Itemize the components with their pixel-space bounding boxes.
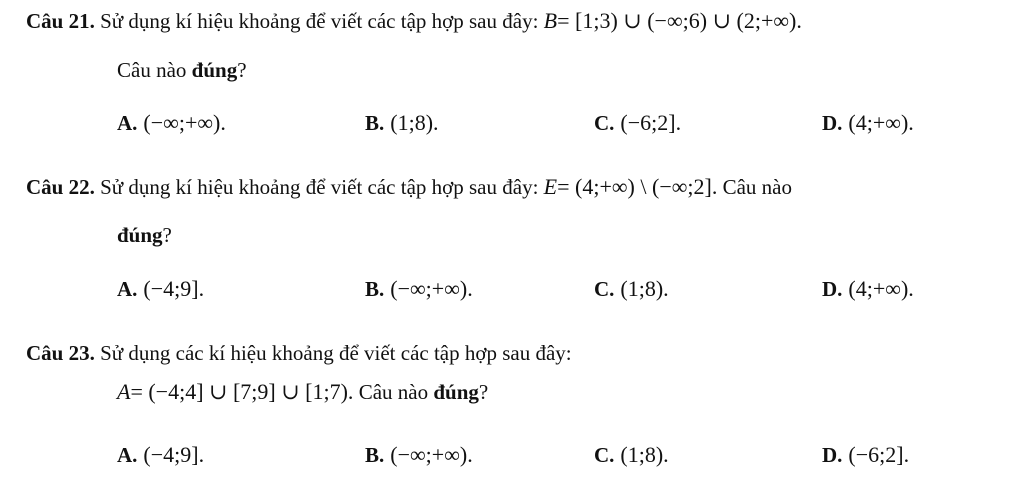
option-text: (1;8).	[390, 110, 439, 135]
option-letter: D.	[822, 277, 843, 301]
option-text: (−∞;+∞).	[390, 276, 473, 301]
question-23-set-line	[117, 379, 488, 405]
option-text: (4;+∞).	[848, 276, 914, 301]
option-letter: A.	[117, 443, 138, 467]
option-text: (−∞;+∞).	[390, 442, 473, 467]
question-21-label: Câu 21.	[26, 9, 95, 33]
option-letter: D.	[822, 443, 843, 467]
option-letter: D.	[822, 111, 843, 135]
question-22-prompt-suffix: ?	[162, 223, 172, 247]
question-23-option-b[interactable]	[365, 442, 473, 468]
option-text: (1;8).	[620, 276, 669, 301]
question-23-prompt-prefix: Câu nào	[358, 380, 434, 404]
question-22-prompt-inline: Câu nào	[722, 175, 793, 199]
question-21-prompt-prefix: Câu nào	[117, 58, 192, 82]
question-22-option-a[interactable]	[117, 276, 204, 302]
question-23-label: Câu 23.	[26, 341, 95, 365]
question-23-prompt-bold: đúng	[433, 380, 479, 404]
question-23-option-c[interactable]	[594, 442, 669, 468]
question-22-set-expr: = (4;+∞) \ (−∞;2].	[557, 174, 718, 199]
question-22-prompt-bold: đúng	[117, 223, 163, 247]
question-22-option-d[interactable]	[822, 276, 914, 302]
question-23-option-d[interactable]	[822, 442, 909, 468]
option-letter: B.	[365, 443, 385, 467]
question-21-prompt	[117, 57, 247, 83]
option-letter: B.	[365, 111, 385, 135]
question-23-stem-line	[26, 340, 572, 366]
option-letter: C.	[594, 277, 615, 301]
question-22-prompt	[117, 222, 172, 248]
question-23-prompt-suffix: ?	[478, 380, 489, 404]
question-21-option-a[interactable]	[117, 110, 226, 136]
question-21-prompt-bold: đúng	[191, 58, 238, 82]
question-21-prompt-suffix: ?	[237, 58, 247, 82]
question-22-stem-line	[26, 174, 792, 200]
option-letter: B.	[365, 277, 385, 301]
question-21-set-var: B	[543, 8, 558, 33]
option-text: (−4;9].	[143, 276, 205, 301]
question-23-set-expr: = (−4;4] ∪ [7;9] ∪ [1;7).	[130, 379, 354, 404]
question-23-set-var: A	[117, 379, 131, 404]
question-21-option-b[interactable]	[365, 110, 439, 136]
option-text: (−6;2].	[620, 110, 682, 135]
option-text: (−4;9].	[143, 442, 205, 467]
question-22-stem: Sử dụng kí hiệu khoảng để viết các tập hợp sau đây:	[100, 175, 539, 199]
question-23-stem: Sử dụng các kí hiệu khoảng để viết các tập hợp sau đây:	[100, 341, 572, 365]
question-21-option-c[interactable]	[594, 110, 681, 136]
option-letter: C.	[594, 111, 615, 135]
question-21-stem: Sử dụng kí hiệu khoảng để viết các tập hợp sau đây:	[100, 9, 539, 33]
option-text: (1;8).	[620, 442, 669, 467]
option-text: (−∞;+∞).	[143, 110, 226, 135]
question-22-label: Câu 22.	[26, 175, 95, 199]
question-23-option-a[interactable]	[117, 442, 204, 468]
option-text: (−6;2].	[848, 442, 910, 467]
question-21-set-expr: = [1;3) ∪ (−∞;6) ∪ (2;+∞).	[557, 8, 802, 33]
option-text: (4;+∞).	[848, 110, 914, 135]
question-22-option-c[interactable]	[594, 276, 669, 302]
question-21-stem-line	[26, 8, 802, 34]
question-22-set-var: E	[543, 174, 558, 199]
option-letter: A.	[117, 111, 138, 135]
option-letter: A.	[117, 277, 138, 301]
question-21-option-d[interactable]	[822, 110, 914, 136]
option-letter: C.	[594, 443, 615, 467]
question-22-option-b[interactable]	[365, 276, 473, 302]
